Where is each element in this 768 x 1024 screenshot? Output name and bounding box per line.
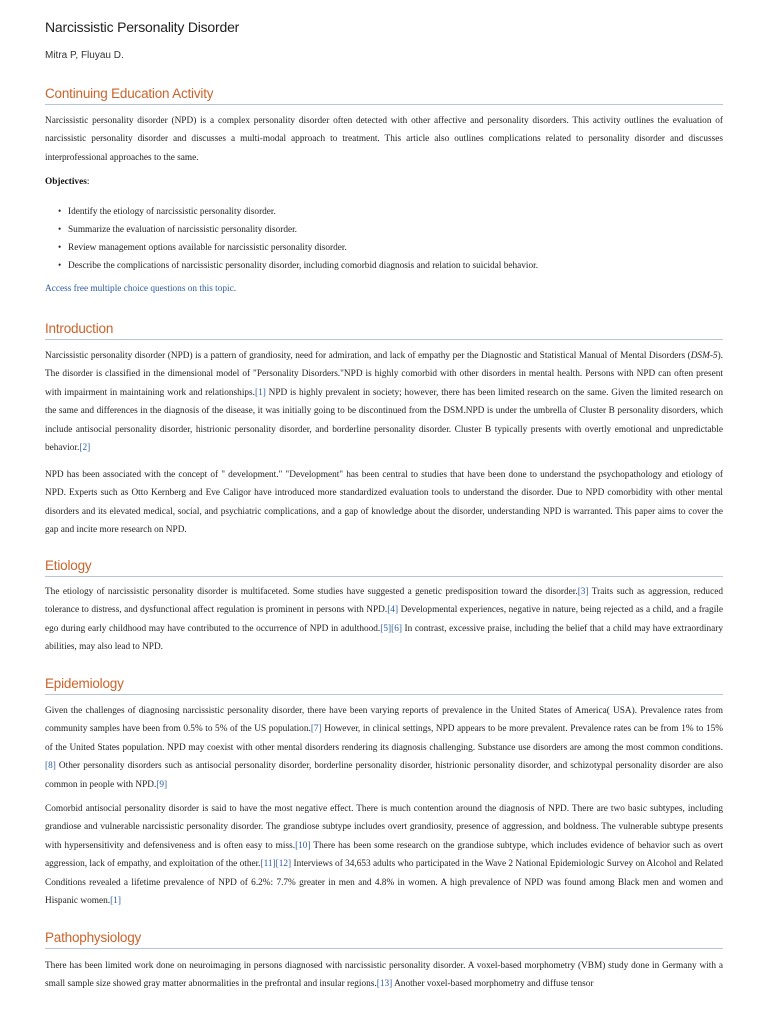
introduction-paragraph-1: Narcissistic personality disorder (NPD) is a pattern of grandiosity, need for admiration, and lack of empathy per the Diagnostic and Statistical Manual of Mental Disorders (DSM-5). The disorder is classified in the dimensional model of "Personality Disorders."NPD is highly comorbid with other disorders in mental health. Persons with NPD can often present with impairment in maintaining work and relationships.[1] NPD is highly prevalent in society; however, there has been limited research on the same. Given the limited research on the same and differences in the diagnosis of the disease, it was initially going to be discontinued from the DSM.NPD is under the umbrella of Cluster B personality disorders, which include antisocial personality disorder, histrionic personality disorder, and borderline personality disorder. Cluster B typically presents with overtly emotional and unpredictable behavior.[2] — [45, 351, 723, 454]
mcq-link[interactable]: Access free multiple choice questions on this topic. — [45, 284, 237, 294]
pathophysiology-paragraph: There has been limited work done on neuroimaging in persons diagnosed with narcissistic personality disorder. A voxel-based morphometry (VBM) study done in Germany with a small sample size showed gray matter abnormalities in the prefrontal and insular regions.[13] Another voxel-based morphometry and diffuse tensor — [45, 961, 723, 990]
citation-link[interactable]: [11] — [260, 859, 276, 870]
citation-link[interactable]: [7] — [310, 724, 322, 735]
citation-link[interactable]: [10] — [295, 840, 311, 851]
cea-paragraph: Narcissistic personality disorder (NPD) is a complex personality disorder often detected with other affective and personality disorders. This activity outlines the evaluation of narcissistic personality disorder and discusses a multi-modal approach to treatment. This article also outlines complications related to personality disorder and discusses interprofessional approaches to the same. — [45, 116, 723, 163]
objective-item: • Summarize the evaluation of narcissistic personality disorder. — [58, 225, 298, 235]
document-title: Narcissistic Personality Disorder — [45, 19, 240, 35]
objective-item: • Review management options available for narcissistic personality disorder. — [58, 243, 347, 253]
citation-link[interactable]: [12] — [275, 859, 292, 870]
objective-item: • Describe the complications of narcissistic personality disorder, including comorbid diagnosis and relation to suicidal behavior. — [58, 261, 539, 271]
introduction-paragraph-2: NPD has been associated with the concept of " development." "Development" has been central to studies that have been done to understand the psychopathology and etiology of NPD. Experts such as Otto Kernberg and Eve Caligor have introduced more standardized evaluation tools to understand the disorder. Due to NPD comorbidity with other mental disorders and its elevated medical, social, and psychiatric complications, and a gap of knowledge about the disorder, understanding NPD is warranted. This paper aims to cover the gap and incite more research on NPD. — [45, 470, 723, 536]
objectives-label: Objectives: — [45, 177, 90, 187]
citation-link[interactable]: [1] — [255, 387, 266, 398]
objectives-list — [45, 203, 538, 275]
citation-link[interactable]: [9] — [156, 779, 168, 790]
heading-introduction: Introduction — [45, 321, 723, 340]
document-page — [45, 0, 723, 1024]
epidemiology-paragraph-2: Comorbid antisocial personality disorder is said to have the most negative effect. There is much contention around the diagnosis of NPD. There are two basic subtypes, including grandiose and vulnerable narcissistic personality disorder. The grandiose subtype includes overt grandiosity, presence of aggression, and boldness. The vulnerable subtype presents with hypersensitivity and defensiveness and is often easy to miss.[10] There has been some research on the grandiose subtype, which includes evidence of behavior such as overt aggression, lack of empathy, and exploitation of the other.[11][12] Interviews of 34,653 adults who participated in the Wave 2 National Epidemiologic Survey on Alcohol and Related Conditions revealed a lifetime prevalence of NPD of 6.2%: 7.7% greater in men and 4.8% in women. A high prevalence of NPD was found among Black men and women and Hispanic women.[1] — [45, 804, 723, 907]
epidemiology-paragraph-1: Given the challenges of diagnosing narcissistic personality disorder, there have been varying reports of prevalence in the United States of America( USA). Prevalence rates from community samples have been from 0.5% to 5% of the US population.[7] However, in clinical settings, NPD appears to be more prevalent. Prevalence rates can be from 1% to 15% of the United States population. NPD may coexist with other mental disorders rendering its diagnosis challenging. Substance use disorders are among the most common conditions.[8] Other personality disorders such as antisocial personality disorder, borderline personality disorder, histrionic personality disorder, and schizotypal personality disorder are also common in people with NPD.[9] — [45, 706, 723, 790]
citation-link[interactable]: [2] — [79, 443, 91, 454]
citation-link[interactable]: [13] — [376, 979, 393, 990]
citation-link[interactable]: [5] — [380, 623, 392, 634]
heading-pathophysiology: Pathophysiology — [45, 930, 723, 949]
etiology-paragraph: The etiology of narcissistic personality disorder is multifaceted. Some studies have suggested a genetic predisposition toward the disorder.[3] Traits such as aggression, reduced tolerance to distress, and dysfunctional affect regulation is prominent in persons with NPD.[4] Developmental experiences, negative in nature, being rejected as a child, and a fragile ego during early childhood may have contributed to the occurrence of NPD in adulthood.[5][6] In contrast, excessive praise, including the belief that a child may have extraordinary abilities, may also lead to NPD. — [45, 587, 723, 653]
citation-link[interactable]: [1] — [110, 896, 121, 907]
citation-link[interactable]: [4] — [387, 605, 399, 616]
citation-link[interactable]: [3] — [577, 587, 589, 597]
citation-link[interactable]: [6] — [391, 623, 402, 634]
heading-epidemiology: Epidemiology — [45, 676, 723, 695]
objective-item: • Identify the etiology of narcissistic personality disorder. — [58, 207, 276, 217]
heading-continuing-education: Continuing Education Activity — [45, 86, 723, 105]
citation-link[interactable]: [8] — [45, 761, 56, 772]
authors: Mitra P, Fluyau D. — [45, 50, 124, 61]
heading-etiology: Etiology — [45, 558, 723, 577]
